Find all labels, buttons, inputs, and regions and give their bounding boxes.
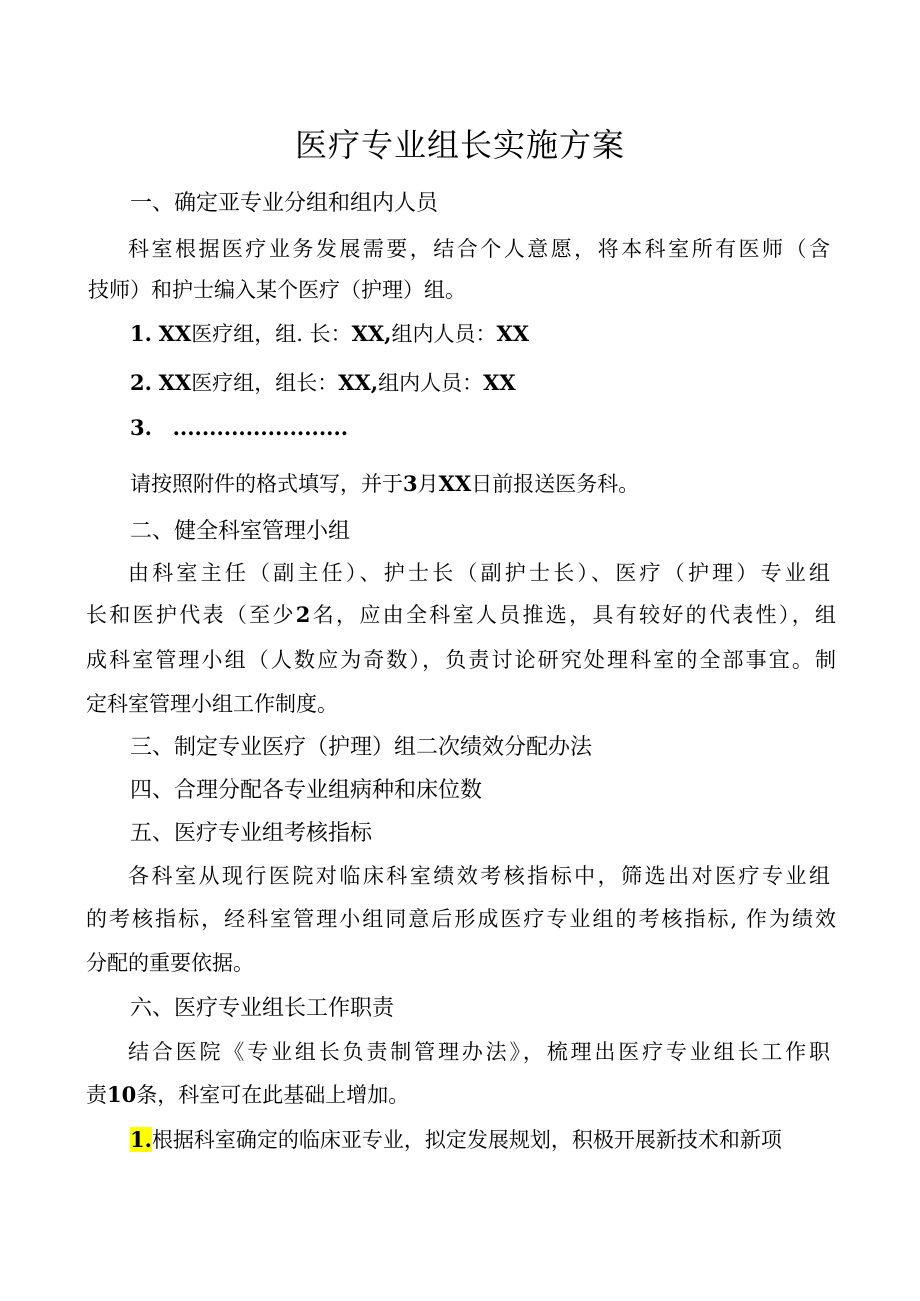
paragraph-line <box>86 1079 409 1109</box>
list-number: 1. <box>130 321 152 346</box>
list-text: 组内人员： <box>391 322 497 346</box>
section-heading-2: 二、健全科室管理小组 <box>130 519 351 544</box>
paragraph-number: 10 <box>107 1082 137 1107</box>
note-date: 3 <box>403 471 418 496</box>
highlighted-number: 1. <box>130 1127 152 1152</box>
paragraph-line <box>86 599 836 629</box>
list-text: 组内人员： <box>378 371 484 395</box>
placeholder-xx: XX, <box>351 321 392 346</box>
note-text: 日前报送医务科。 <box>471 472 640 496</box>
section-heading-4: 四、合理分配各专业组病种和床位数 <box>130 778 483 803</box>
paragraph-text: 长和医护代表（至少 <box>86 603 296 627</box>
paragraph-line: 定科室管理小组工作制度。 <box>86 692 338 716</box>
paragraph-line: 技师）和护士编入某个医疗（护理）组。 <box>88 278 466 302</box>
placeholder-xx: XX <box>496 321 530 346</box>
placeholder-xx: XX <box>483 370 516 395</box>
paragraph-line: 科室根据医疗业务发展需要，结合个人意愿，将本科室所有医师（含 <box>128 237 830 261</box>
paragraph-text: 条，科室可在此基础上增加。 <box>136 1083 410 1107</box>
placeholder-xx: XX <box>438 471 472 496</box>
list-item-3 <box>130 415 348 440</box>
paragraph-line: 成科室管理小组（人数应为奇数），负责讨论研究处理科室的全部事宜。制 <box>86 648 836 672</box>
paragraph-text: 名，应由全科室人员推选，具有较好的代表性），组 <box>310 603 837 627</box>
paragraph-line: 各科室从现行医院对临床科室绩效考核指标中，筛选出对医疗专业组 <box>128 864 830 888</box>
paragraph-line: 由科室主任（副主任）、护士长（副护士长）、医疗（护理）专业组 <box>128 561 830 585</box>
page-title: 医疗专业组长实施方案 <box>294 126 625 164</box>
note-text: 月 <box>417 472 439 496</box>
section-heading-5: 五、医疗专业组考核指标 <box>130 821 373 846</box>
section-heading-6: 六、医疗专业组长工作职责 <box>130 996 395 1021</box>
section-heading-1: 一、确定亚专业分组和组内人员 <box>130 191 439 216</box>
list-ellipsis: ........................ <box>172 415 349 440</box>
note-text: 请按照附件的格式填写，并于 <box>130 472 403 496</box>
list-item-1 <box>130 318 529 348</box>
duty-text: 根据科室确定的临床亚专业，拟定发展规划，积极开展新技术和新项 <box>151 1128 782 1152</box>
paragraph-text: 责 <box>86 1083 107 1107</box>
placeholder-xx: XX, <box>338 370 379 395</box>
placeholder-xx: XX <box>158 370 192 395</box>
list-number: 2. <box>130 370 152 395</box>
placeholder-xx: XX <box>158 321 192 346</box>
submission-note <box>130 468 639 498</box>
paragraph-line: 结合医院《专业组长负责制管理办法》，梳理出医疗专业组长工作职 <box>128 1040 830 1064</box>
paragraph-line: 分配的重要依据。 <box>86 951 254 975</box>
list-number: 3. <box>130 415 152 440</box>
duty-item-1 <box>130 1124 782 1154</box>
paragraph-line: 的考核指标，经科室管理小组同意后形成医疗专业组的考核指标, 作为绩效 <box>86 907 836 931</box>
list-item-2 <box>130 367 516 397</box>
list-text: 医疗组，组长： <box>191 371 339 395</box>
list-text: 医疗组，组. 长： <box>191 322 352 346</box>
paragraph-number: 2 <box>295 602 311 627</box>
section-heading-3: 三、制定专业医疗（护理）组二次绩效分配办法 <box>130 735 593 760</box>
